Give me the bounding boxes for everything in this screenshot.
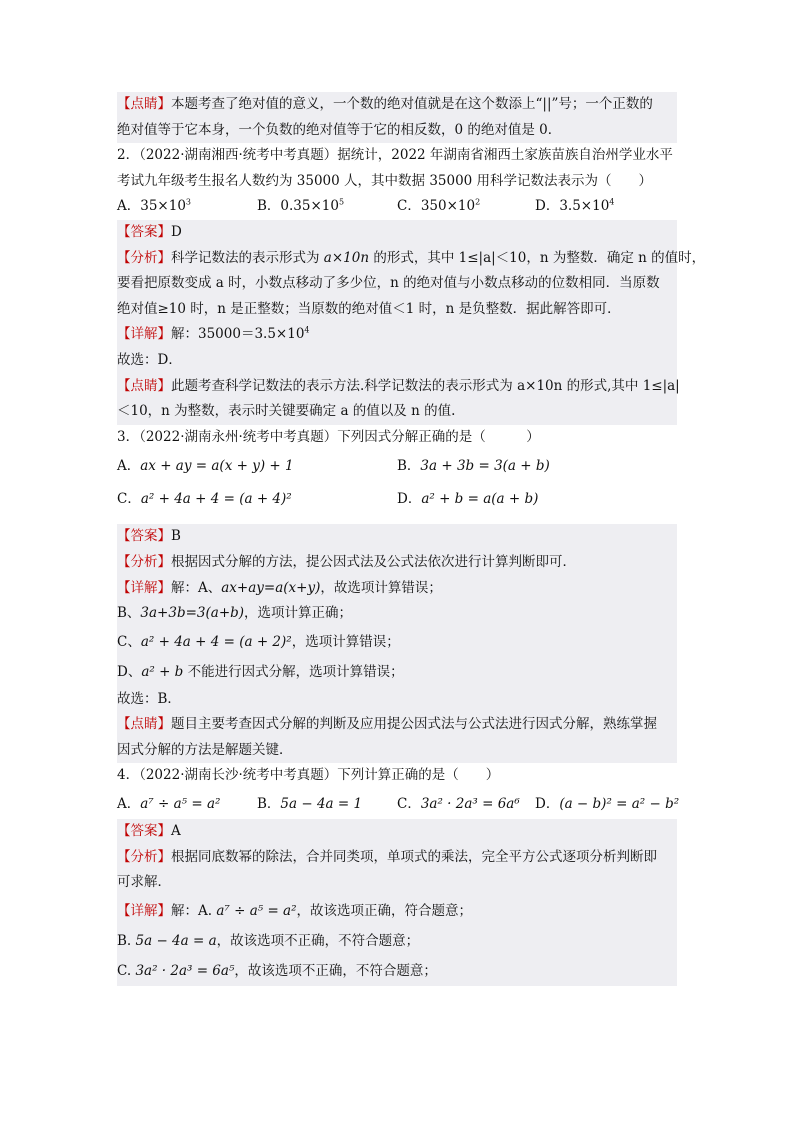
xiangjie-tag: 【详解】: [117, 326, 171, 343]
dianjing-tag: 【点睛】: [117, 377, 171, 394]
answer-value: B: [171, 528, 181, 545]
q4-answer: [117, 819, 677, 845]
q3-xiangjie-a: 【详解】解：A、ax+ay=a(x+y)，故选项计算错误；: [117, 576, 677, 602]
q2-answer: [117, 220, 677, 246]
q3-answer: [117, 524, 677, 550]
spacer: [117, 516, 677, 524]
option-a: A．$35\times 10^3$: [117, 197, 192, 215]
fenxi-tag: 【分析】: [117, 848, 171, 865]
q3-options-row-2: [117, 483, 677, 516]
q4-fenxi-line-1: 【分析】根据同底数幂的除法，合并同类项，单项式的乘法，完全平方公式逐项分析判断即: [117, 845, 677, 871]
q2-stem-line-2: [117, 169, 677, 195]
q2-fenxi-line-2: 要看把原数变成 a 时，小数点移动了多少位，n 的绝对值与小数点移动的位数相同．当原数: [117, 271, 677, 297]
question-stem: 3．（2022·湖南永州·统考中考真题）下列因式分解正确的是（ ）: [117, 428, 540, 445]
dianjing-tag: 【点睛】: [117, 716, 171, 733]
q2-dianjing-line-1: 【点睛】此题考查科学记数法的表示方法.科学记数法的表示形式为 a×10n 的形式,其中 1≤|a|: [117, 374, 677, 400]
q4-xiangjie-c: C. 3a² · 2a³ = 6a⁵，故该选项不正确，不符合题意；: [117, 956, 677, 986]
answer-value: A: [171, 823, 181, 840]
option-c: C．a² + 4a + 4 = (a + 4)²: [117, 491, 292, 508]
q2-stem-line-1: [117, 143, 677, 169]
document-page: [117, 92, 706, 986]
q1-dianjing-line-1: [117, 92, 677, 118]
q2-dianjing-line-2: ＜10，n 为整数，表示时关键要确定 a 的值以及 n 的值.: [117, 399, 677, 425]
q4-xiangjie-b: B. 5a − 4a = a，故该选项不正确，不符合题意；: [117, 926, 677, 956]
dianjing-text: 绝对值等于它本身，一个负数的绝对值等于它的相反数，0 的绝对值是 0．: [117, 121, 562, 138]
option-d: D．$3.5\times 10^4$: [535, 197, 615, 215]
formula: a×10n: [323, 249, 370, 266]
option-c: C．$350\times 10^2$: [397, 197, 481, 215]
question-stem: 2．（2022·湖南湘西·统考中考真题）据统计，2022 年湖南省湘西土家族苗族自治州学业水平: [117, 147, 673, 164]
q3-dianjing-line-1: 【点睛】题目主要考查因式分解的判断及应用提公因式法与公式法进行因式分解，熟练掌握: [117, 712, 677, 738]
q3-xiangjie-b: B、3a+3b=3(a+b)，选项计算正确；: [117, 601, 677, 627]
q2-guxuan: 故选：D．: [117, 348, 677, 374]
answer-tag: 【答案】: [117, 823, 171, 840]
q2-fenxi-line-3: 绝对值≥10 时，n 是正整数；当原数的绝对值＜1 时，n 是负整数．据此解答即可．: [117, 297, 677, 323]
answer-value: D: [171, 223, 182, 240]
fenxi-tag: 【分析】: [117, 553, 171, 570]
q3-xiangjie-d: D、a² + b 不能进行因式分解，选项计算错误；: [117, 657, 677, 687]
fenxi-tag: 【分析】: [117, 249, 171, 266]
dianjing-tag: 【点睛】: [117, 96, 171, 112]
q3-dianjing-line-2: 因式分解的方法是解题关键．: [117, 738, 677, 764]
q3-stem: [117, 425, 677, 451]
xiangjie-tag: 【详解】: [117, 579, 171, 596]
q4-options: [117, 789, 680, 819]
option-a: A．ax + ay = a(x + y) + 1: [117, 458, 294, 475]
q2-options: [117, 194, 677, 220]
option-b: B．$0.35\times 10^5$: [257, 197, 345, 215]
q3-fenxi: 【分析】根据因式分解的方法，提公因式法及公式法依次进行计算判断即可．: [117, 550, 677, 576]
option-d: D．a² + b = a(a + b): [397, 491, 539, 508]
option-b: B．3a + 3b = 3(a + b): [397, 458, 550, 475]
q3-guxuan: 故选：B．: [117, 687, 677, 713]
q3-xiangjie-c: C、a² + 4a + 4 = (a + 2)²，选项计算错误；: [117, 627, 677, 657]
answer-tag: 【答案】: [117, 223, 171, 240]
q4-fenxi-line-2: 可求解．: [117, 870, 677, 896]
q2-xiangjie: 【详解】解：$35000=3.5\times 10^4$: [117, 322, 677, 348]
question-stem: 考试九年级考生报名人数约为 35000 人，其中数据 35000 用科学记数法表示为（ ）: [117, 172, 653, 189]
q1-dianjing-line-2: [117, 118, 677, 144]
xiangjie-tag: 【详解】: [117, 902, 171, 919]
q3-options-row-1: [117, 450, 677, 483]
option-d: D．(a − b)² = a² − b²: [535, 796, 680, 813]
q4-xiangjie-a: 【详解】解：A. a⁷ ÷ a⁵ = a²，故该选项正确，符合题意；: [117, 896, 677, 926]
option-a: A．a⁷ ÷ a⁵ = a²: [117, 796, 221, 813]
q4-stem: [117, 763, 677, 789]
question-stem: 4．（2022·湖南长沙·统考中考真题）下列计算正确的是（ ）: [117, 767, 500, 784]
option-b: B．5a − 4a = 1: [257, 796, 363, 813]
option-c: C．3a² · 2a³ = 6a⁶: [397, 796, 520, 813]
q2-fenxi-line-1: 【分析】科学记数法的表示形式为 a×10n 的形式，其中 1≤|a|＜10，n 为整数．确定 n 的值时，: [117, 246, 677, 272]
answer-tag: 【答案】: [117, 528, 171, 545]
dianjing-text: 本题考查了绝对值的意义，一个数的绝对值就是在这个数添上“||”号；一个正数的: [171, 96, 653, 112]
